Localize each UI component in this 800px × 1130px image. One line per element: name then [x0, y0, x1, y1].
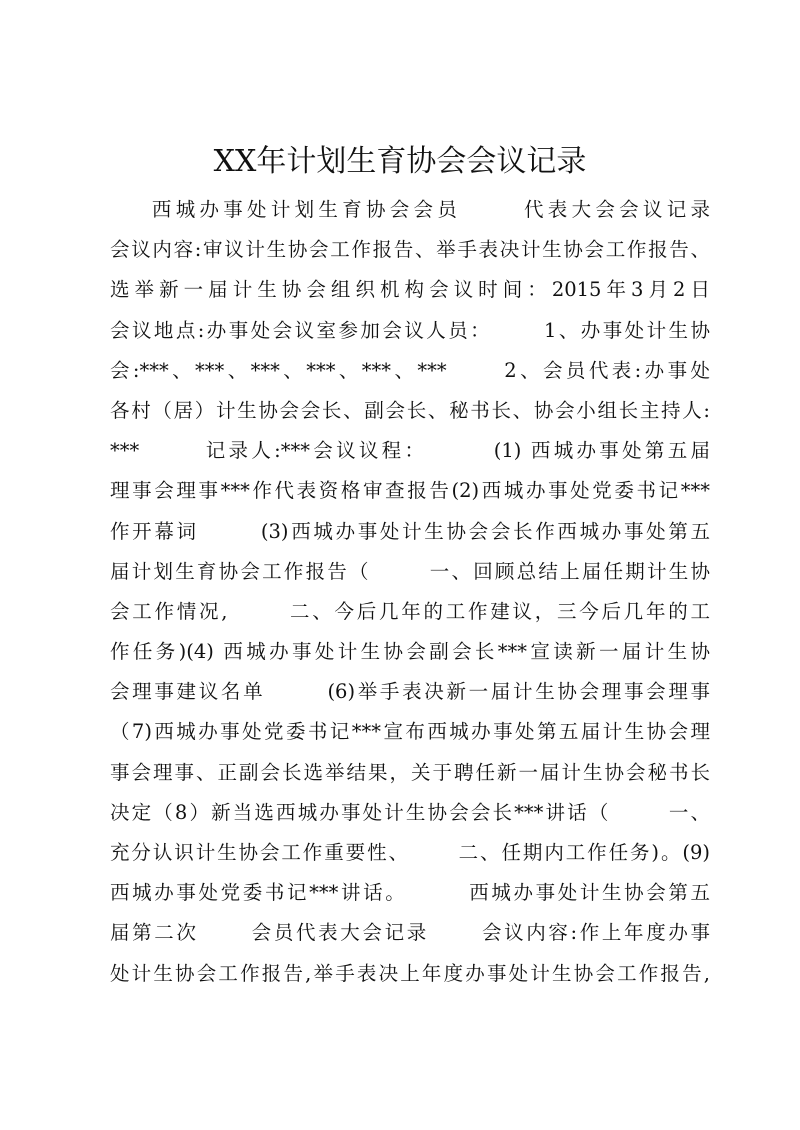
body-line: 会议地点:办事处会议室参加会议人员： 1、办事处计生协: [110, 318, 710, 342]
body-line: （7)西城办事处党委书记***宣布西城办事处第五届计生协会理: [110, 720, 710, 744]
document-title: XX年计划生育协会会议记录: [213, 144, 587, 179]
body-line: 事会理事、正副会长选举结果，关于聘任新一届计生协会秘书长: [110, 760, 710, 784]
body-line: 选举新一届计生协会组织机构会议时间：2015年3月2日: [110, 278, 710, 302]
meeting-record-body: [110, 190, 710, 994]
body-line: *** 记录人:***会议议程： (1) 西城办事处第五届: [110, 439, 710, 463]
body-line: 作任务)(4) 西城办事处计生协会副会长***宣读新一届计生协: [110, 640, 710, 664]
body-line: 西城办事处计划生育协会会员 代表大会会议记录: [110, 198, 710, 221]
body-line: 作开幕词 (3)西城办事处计生协会会长作西城办事处第五: [110, 519, 710, 543]
body-line: 会议内容:审议计生协会工作报告、举手表决计生协会工作报告、: [110, 238, 710, 262]
body-line: 届计划生育协会工作报告（ 一、回顾总结上届任期计生协: [110, 559, 710, 583]
body-line: 会:***、***、***、***、***、*** 2、会员代表:办事处: [110, 358, 710, 382]
body-line: 会理事建议名单 (6)举手表决新一届计生协会理事会理事: [110, 680, 710, 704]
body-line: 西城办事处党委书记***讲话。 西城办事处计生协会第五: [110, 881, 710, 905]
body-line: 届第二次 会员代表大会记录 会议内容:作上年度办事: [110, 921, 710, 945]
body-line: 决定（8）新当选西城办事处计生协会会长***讲话（ 一、: [110, 800, 710, 824]
body-line: 会工作情况, 二、今后几年的工作建议，三今后几年的工: [110, 599, 710, 623]
body-line: 各村（居）计生协会会长、副会长、秘书长、协会小组长主持人:: [110, 398, 710, 422]
body-line: 处计生协会工作报告,举手表决上年度办事处计生协会工作报告,: [110, 961, 710, 985]
body-line: 充分认识计生协会工作重要性、 二、任期内工作任务)。(9): [110, 841, 710, 864]
body-line: 理事会理事***作代表资格审查报告(2)西城办事处党委书记***: [110, 479, 710, 503]
